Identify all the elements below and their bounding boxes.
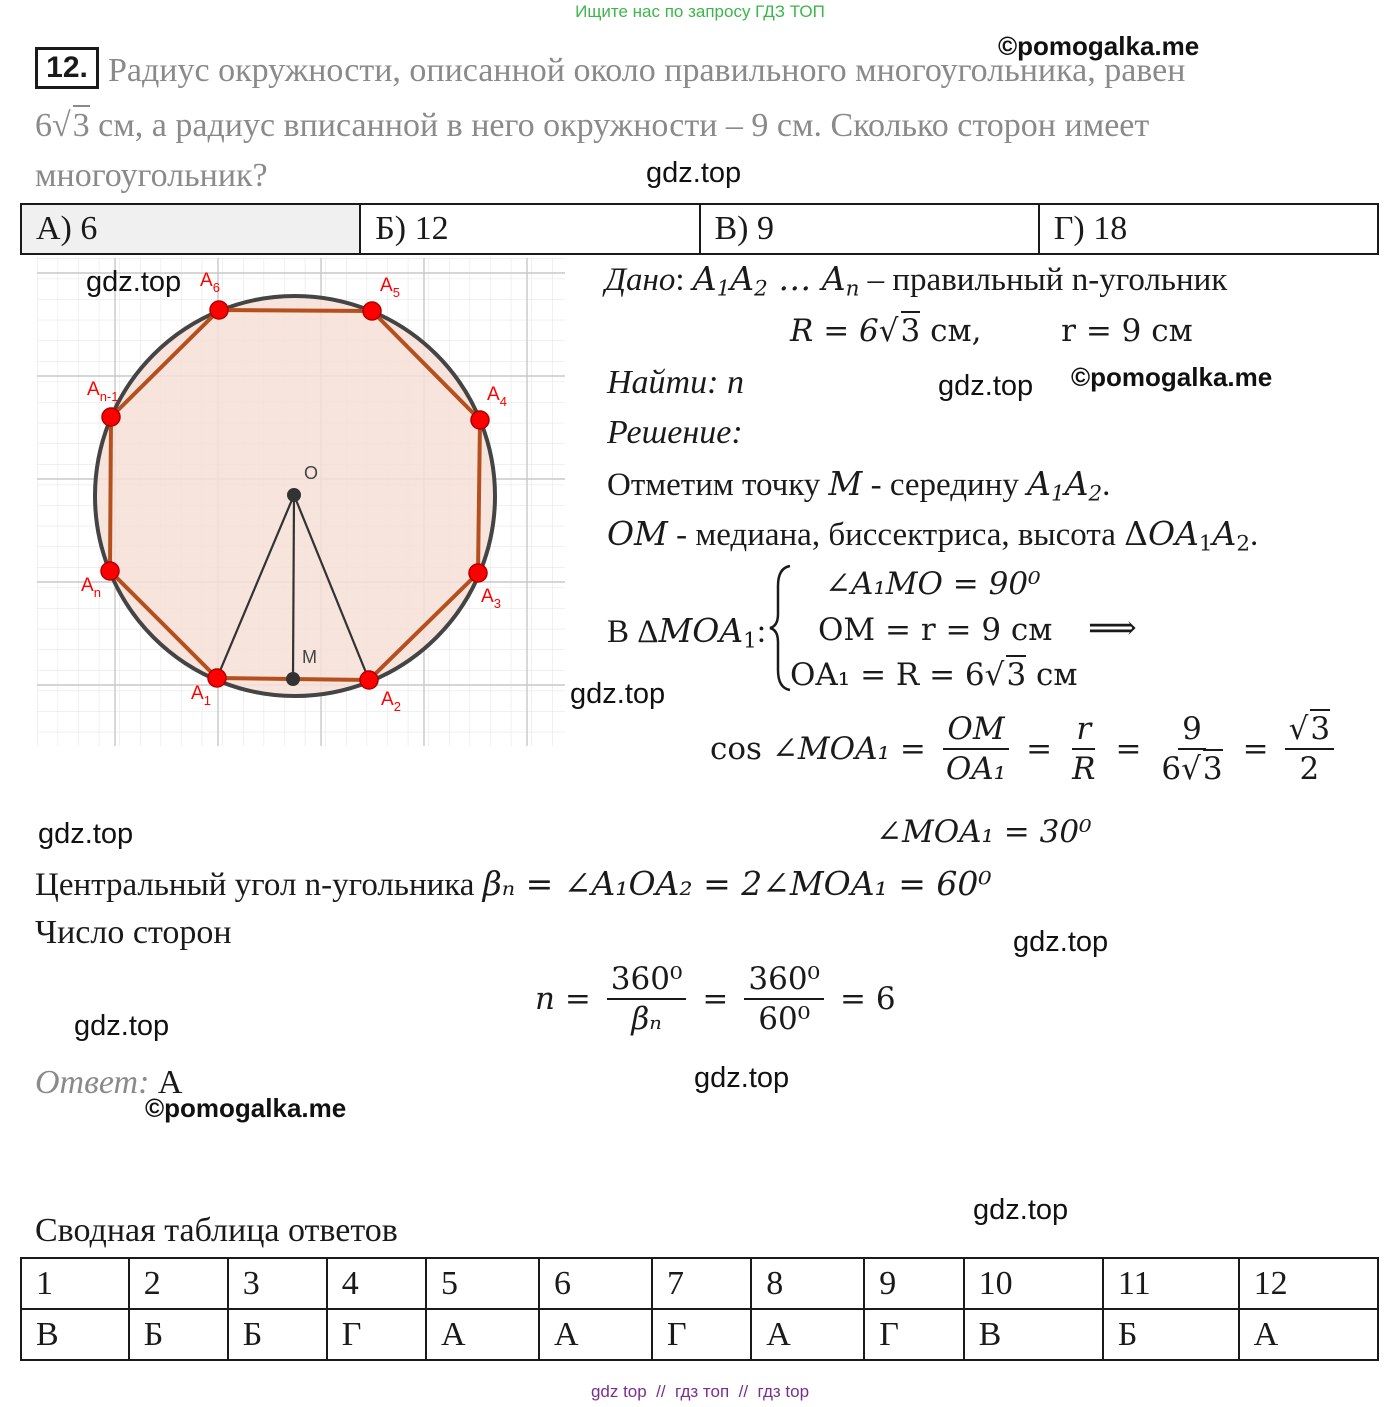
- vertex-a3: [469, 564, 487, 582]
- summary-table: [20, 1257, 1379, 1361]
- system-prefix: В $\Delta MOA_1$:: [607, 611, 766, 654]
- label-a2: $A_2$: [381, 689, 401, 714]
- problem-line-2-rest: см, а радиус вписанной в него окружности – 9 см. Сколько сторон имеет: [89, 107, 1150, 144]
- system-line-3-sqrt: 3: [1006, 657, 1027, 693]
- summary-value-cell: Б: [129, 1309, 228, 1360]
- num-sides-label: Число сторон: [35, 914, 232, 951]
- summary-value-cell: Г: [864, 1309, 963, 1360]
- step-1: Отметим точку M - середину $A_1A_2$.: [607, 464, 1111, 507]
- cos-label: cos: [710, 731, 762, 768]
- problem-number: [35, 47, 99, 89]
- problem-line-2-coef: 6: [35, 107, 52, 144]
- summary-header-row: [21, 1258, 1378, 1309]
- label-a3: $A_3$: [481, 586, 501, 611]
- given-r: r = 9 см: [1061, 313, 1193, 349]
- summary-value-cell: А: [751, 1309, 864, 1360]
- implies-arrow: ⟹: [1088, 608, 1137, 648]
- vertex-a2: [360, 671, 378, 689]
- fraction-r-R: $\frac{r}{R}$: [1072, 711, 1096, 788]
- label-m: M: [302, 647, 317, 667]
- option-a: А) 6: [21, 204, 360, 254]
- central-angle-line: [35, 864, 992, 904]
- given-R-unit: см,: [920, 313, 982, 349]
- system-line-3: OA₁ = R = 6√3 см: [790, 657, 1078, 693]
- summary-header-cell: 3: [228, 1258, 327, 1309]
- watermark-gdz-3: gdz.top: [938, 370, 1034, 402]
- options-table: [20, 203, 1379, 255]
- vertex-a6: [210, 301, 228, 319]
- summary-header-cell: 4: [327, 1258, 426, 1309]
- polygon-figure: [37, 258, 565, 746]
- watermark-gdz-7: gdz.top: [74, 1010, 170, 1042]
- summary-header-cell: 8: [751, 1258, 864, 1309]
- watermark-pomogalka-2: ©pomogalka.me: [1071, 362, 1273, 392]
- problem-line-1: Радиус окружности, описанной около правильного многоугольника, равен: [108, 52, 1186, 89]
- vertex-a1: [208, 669, 226, 687]
- watermark-gdz-9: gdz.top: [973, 1194, 1069, 1226]
- watermark-gdz-2: gdz.top: [86, 266, 182, 298]
- summary-value-cell: Б: [1103, 1309, 1239, 1360]
- n-result: = 6: [840, 981, 896, 1018]
- label-an-1: $A_{n-1}$: [87, 379, 119, 404]
- summary-header-cell: 12: [1239, 1258, 1378, 1309]
- fraction-360-beta: $\frac{\text{360⁰}}{\text{βₙ}}$: [607, 962, 687, 1036]
- given-R-sqrt: 3: [900, 313, 921, 349]
- label-an: $A_n$: [81, 575, 101, 600]
- option-d: Г) 18: [1039, 204, 1378, 254]
- fraction-sqrt3-2: $\frac{√3}{2}$: [1285, 712, 1335, 786]
- footer-links[interactable]: gdz top // гдз топ // гдз top: [590, 1382, 810, 1401]
- system-line-2: OM = r = 9 см: [818, 612, 1053, 648]
- watermark-gdz-6: gdz.top: [1013, 926, 1109, 958]
- vertex-an-1: [102, 408, 120, 426]
- given-label: Дано: [605, 262, 676, 298]
- system-line-3b: см: [1026, 657, 1078, 693]
- fraction-360-60: $\frac{\text{360⁰}}{\text{60⁰}}$: [744, 962, 824, 1036]
- point-m: [286, 672, 300, 686]
- find-var: n: [726, 364, 744, 401]
- problem-line-3: многоугольник?: [35, 157, 268, 194]
- summary-header-cell: 2: [129, 1258, 228, 1309]
- central-angle-text: Центральный угол n-угольника: [35, 867, 483, 903]
- cos-formula: cos ∠MOA₁ = $\frac{OM}{\text{OA₁}}$ = $\frac{r}{R}$ = $\frac{9}{6√3}$ = $\frac{√3}{2}$: [710, 712, 1340, 786]
- given-R: R = 6: [790, 313, 879, 349]
- summary-value-cell: Г: [652, 1309, 751, 1360]
- problem-line-2-sqrt: 3: [72, 107, 90, 144]
- label-o: O: [304, 463, 319, 483]
- watermark-pomogalka-1: ©pomogalka.me: [998, 31, 1200, 61]
- summary-value-cell: А: [426, 1309, 539, 1360]
- step-1-rest: - середину: [862, 467, 1028, 503]
- find-label: Найти:: [607, 364, 719, 401]
- step-2-om: OM: [607, 514, 668, 553]
- cos-angle: ∠MOA₁: [771, 731, 890, 768]
- summary-title: Сводная таблица ответов: [35, 1212, 398, 1249]
- top-banner: Ищите нас по запросу ГДЗ ТОП: [575, 2, 825, 21]
- problem-number-text: 12.: [46, 51, 88, 84]
- given-radii: R = 6√3 см, r = 9 см: [790, 313, 1193, 349]
- system-line-1: ∠A₁MO = 90⁰: [825, 566, 1041, 602]
- system-line-3a: OA₁ = R = 6: [790, 657, 985, 693]
- vertex-a4: [471, 411, 489, 429]
- summary-value-row: [21, 1309, 1378, 1360]
- answer-label: Ответ:: [35, 1064, 150, 1101]
- vertex-a5: [363, 302, 381, 320]
- summary-header-cell: 10: [964, 1258, 1103, 1309]
- watermark-gdz-1: gdz.top: [646, 157, 742, 189]
- watermark-gdz-4: gdz.top: [570, 678, 666, 710]
- label-a5: $A_5$: [380, 275, 400, 300]
- summary-value-cell: Г: [327, 1309, 426, 1360]
- watermark-gdz-5: gdz.top: [38, 818, 134, 850]
- point-o: [287, 488, 301, 502]
- watermark-gdz-8: gdz.top: [694, 1062, 790, 1094]
- label-a6: $A_6$: [200, 270, 220, 295]
- summary-value-cell: А: [1239, 1309, 1378, 1360]
- find-line: [607, 364, 744, 402]
- system-prefix-text: В Δ: [607, 614, 659, 650]
- summary-header-cell: 1: [21, 1258, 129, 1309]
- solution-label: Решение:: [607, 414, 743, 451]
- label-a4: $A_4$: [487, 384, 507, 409]
- given-text: – правильный n-угольник: [859, 262, 1228, 298]
- summary-value-cell: А: [539, 1309, 652, 1360]
- given-line: Дано: $A_1A_2$ … $A_n$ – правильный n-угольник: [605, 259, 1228, 302]
- step-2-text: - медиана, биссектриса, высота: [667, 517, 1125, 553]
- fraction-9-6sqrt3: $\frac{9}{6√3}$: [1161, 711, 1223, 788]
- summary-value-cell: В: [964, 1309, 1103, 1360]
- answer-value: А: [157, 1064, 183, 1101]
- vertex-an: [101, 562, 119, 580]
- summary-header-cell: 9: [864, 1258, 963, 1309]
- summary-header-cell: 6: [539, 1258, 652, 1309]
- option-b: Б) 12: [360, 204, 699, 254]
- step-1-m: M: [828, 464, 863, 503]
- n-formula: n = $\frac{\text{360⁰}}{\text{βₙ}}$ = $\frac{\text{360⁰}}{\text{60⁰}}$ = 6: [535, 961, 896, 1038]
- option-c: В) 9: [700, 204, 1039, 254]
- solution-label-text: Решение: [607, 414, 732, 451]
- fraction-om-oa1: $\frac{OM}{\text{OA₁}}$: [942, 712, 1010, 786]
- step-2: OM - медиана, биссектриса, высота $\Delta OA_1A_2$.: [607, 514, 1259, 557]
- angle-result: ∠MOA₁ = 30⁰: [876, 814, 1092, 850]
- summary-value-cell: В: [21, 1309, 129, 1360]
- label-a1: $A_1$: [191, 683, 211, 708]
- step-1-text: Отметим точку: [607, 467, 829, 503]
- summary-header-cell: 5: [426, 1258, 539, 1309]
- watermark-pomogalka-3: ©pomogalka.me: [145, 1093, 347, 1123]
- summary-value-cell: Б: [228, 1309, 327, 1360]
- n-left: n =: [535, 981, 591, 1018]
- problem-line-2: 6√3 см, а радиус вписанной в него окружности – 9 см. Сколько сторон имеет: [35, 107, 1150, 144]
- central-angle-formula: βₙ = ∠A₁OA₂ = 2∠MOA₁ = 60⁰: [482, 864, 992, 903]
- summary-header-cell: 11: [1103, 1258, 1239, 1309]
- summary-header-cell: 7: [652, 1258, 751, 1309]
